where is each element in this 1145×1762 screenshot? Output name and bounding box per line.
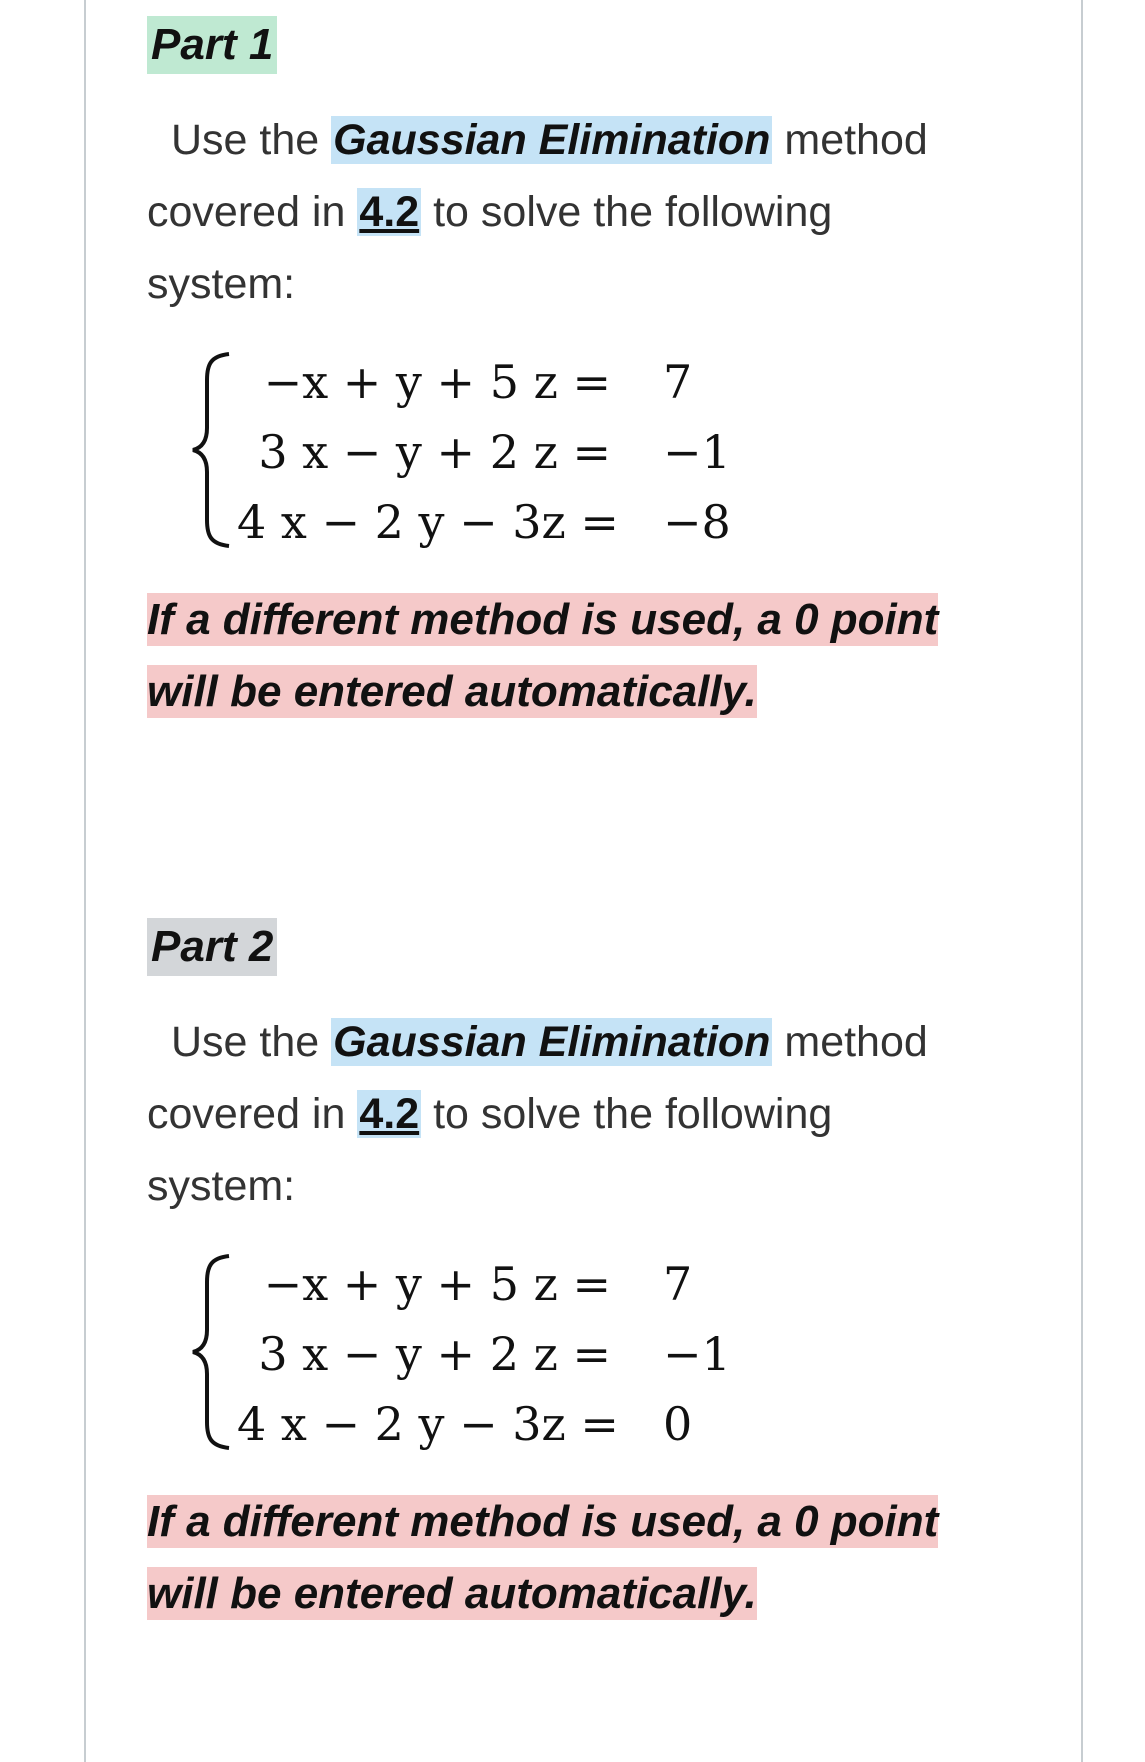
equation-rhs: 7: [663, 355, 693, 409]
part-1-equation-system: [147, 342, 1007, 562]
left-brace-icon: [189, 350, 235, 550]
instructions-middle: method covered in: [147, 116, 928, 236]
equation-lhs: −x + y + 5 z =: [263, 1257, 611, 1311]
equation-rhs: −8: [663, 495, 731, 549]
instructions-end: to solve the following system:: [147, 1090, 833, 1210]
method-highlight: Gaussian Elimination: [333, 116, 771, 164]
equation-lhs: 4 x − 2 y − 3z =: [237, 495, 619, 549]
equation-row: [237, 1394, 692, 1454]
equation-lhs: 3 x − y + 2 z =: [258, 1327, 611, 1381]
warning-text: If a different method is used, a 0 point will be entered automatically.: [147, 595, 939, 716]
equation-lhs: −x + y + 5 z =: [263, 355, 611, 409]
part-1-heading: Part 1: [147, 16, 277, 74]
instructions-middle: method covered in: [147, 1018, 928, 1138]
section-4-2-link[interactable]: 4.2: [359, 188, 420, 236]
equation-rhs: 0: [663, 1397, 693, 1451]
equation-row: [237, 422, 731, 482]
equation-rhs: −1: [663, 1327, 731, 1381]
part-2-instructions: [147, 1006, 977, 1222]
equation-row: [237, 1324, 731, 1384]
equation-lhs: 3 x − y + 2 z =: [258, 425, 611, 479]
equation-rhs: 7: [663, 1257, 693, 1311]
left-brace-icon: [189, 1252, 235, 1452]
part-1-warning: [147, 584, 1007, 728]
instructions-intro: Use the: [171, 1018, 320, 1066]
part-2-section: [147, 918, 1007, 1630]
part-1-section: [147, 16, 1007, 728]
equation-lhs: 4 x − 2 y − 3z =: [237, 1397, 619, 1451]
equation-rhs: −1: [663, 425, 731, 479]
section-4-2-link[interactable]: 4.2: [359, 1090, 420, 1138]
part-1-instructions: [147, 104, 977, 320]
equation-row: [237, 492, 731, 552]
method-highlight: Gaussian Elimination: [333, 1018, 771, 1066]
part-2-warning: [147, 1486, 1007, 1630]
warning-text: If a different method is used, a 0 point will be entered automatically.: [147, 1497, 939, 1618]
part-2-equation-system: [147, 1244, 1007, 1464]
instructions-intro: Use the: [171, 116, 320, 164]
equation-row: [237, 352, 692, 412]
instructions-end: to solve the following system:: [147, 188, 833, 308]
part-2-heading: Part 2: [147, 918, 277, 976]
equation-row: [237, 1254, 692, 1314]
